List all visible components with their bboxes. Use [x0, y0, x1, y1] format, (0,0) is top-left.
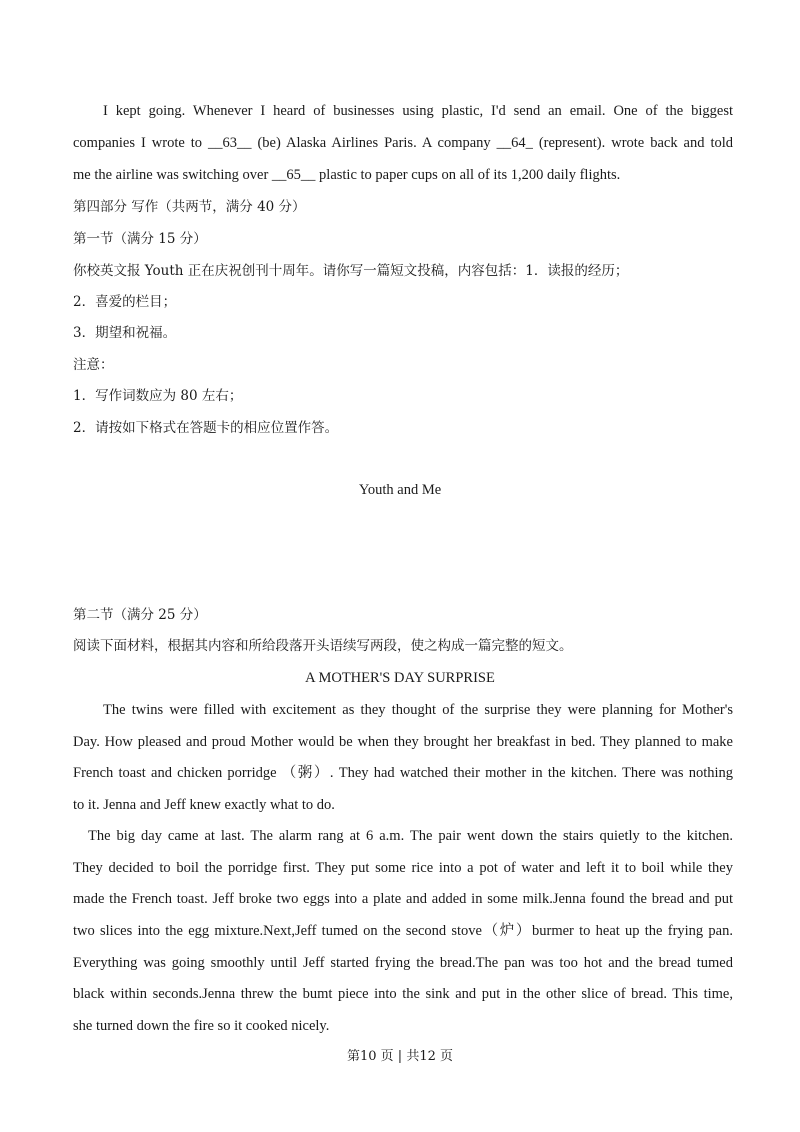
story-p2-line-6: black within seconds.Jenna threw the bumt piece into the sink and put in the other slice of bread. This time,: [73, 986, 733, 1002]
story-p2-line-5: Everything was going smoothly until Jeff started frying the bread.The pan was too hot and the bread tumed: [73, 955, 733, 971]
passage-line-2: companies I wrote to __63__ (be) Alaska Airlines Paris. A company __64_ (represent). wrote back and told: [73, 135, 733, 151]
story-p1-line-3: French toast and chicken porridge （粥）. They had watched their mother in the kitchen. There was nothing: [73, 765, 733, 781]
section2-heading: 第二节（满分 25 分）: [73, 607, 207, 623]
story-title: A MOTHER'S DAY SURPRISE: [305, 670, 495, 686]
story-p2-line-2: They decided to boil the porridge first. They put some rice into a pot of water and left it to boil while they: [73, 860, 733, 876]
story-p2-line-3: made the French toast. Jeff broke two eggs into a plate and added in some milk.Jenna found the bread and put: [73, 891, 733, 907]
section1-point-2: 2．喜爱的栏目；: [73, 294, 177, 310]
section1-heading: 第一节（满分 15 分）: [73, 231, 207, 247]
passage-line-3: me the airline was switching over __65__ plastic to paper cups on all of its 1,200 daily flights.: [73, 167, 621, 183]
essay-title: Youth and Me: [358, 482, 442, 498]
part4-heading: 第四部分 写作（共两节，满分 40 分）: [73, 199, 306, 215]
story-p1-line-4: to it. Jenna and Jeff knew exactly what to do.: [73, 797, 335, 813]
passage-line-1: I kept going. Whenever I heard of businesses using plastic, I'd send an email. One of the biggest: [103, 103, 733, 119]
section1-point-3: 3．期望和祝福。: [73, 325, 177, 341]
note-2: 2．请按如下格式在答题卡的相应位置作答。: [73, 420, 339, 436]
section1-prompt: 你校英文报 Youth 正在庆祝创刊十周年。请你写一篇短文投稿，内容包括：1．读报的经历；: [73, 263, 629, 279]
page-footer: 第10 页 | 共12 页: [347, 1049, 453, 1064]
story-p1-line-2: Day. How pleased and proud Mother would be when they brought her breakfast in bed. They planned to make: [73, 734, 733, 750]
note-1: 1．写作词数应为 80 左右；: [73, 388, 243, 404]
section2-prompt: 阅读下面材料，根据其内容和所给段落开头语续写两段，使之构成一篇完整的短文。: [73, 638, 573, 654]
story-p2-line-4: two slices into the egg mixture.Next,Jeff tumed on the second stove（炉）burmer to heat up the frying pan.: [73, 923, 733, 939]
story-p2-line-1: The big day came at last. The alarm rang at 6 a.m. The pair went down the stairs quietly to the kitchen.: [88, 828, 733, 844]
story-p2-line-7: she turned down the fire so it cooked nicely.: [73, 1018, 330, 1034]
story-p1-line-1: The twins were filled with excitement as they thought of the surprise they were planning for Mother's: [103, 702, 733, 718]
note-label: 注意：: [73, 357, 114, 373]
